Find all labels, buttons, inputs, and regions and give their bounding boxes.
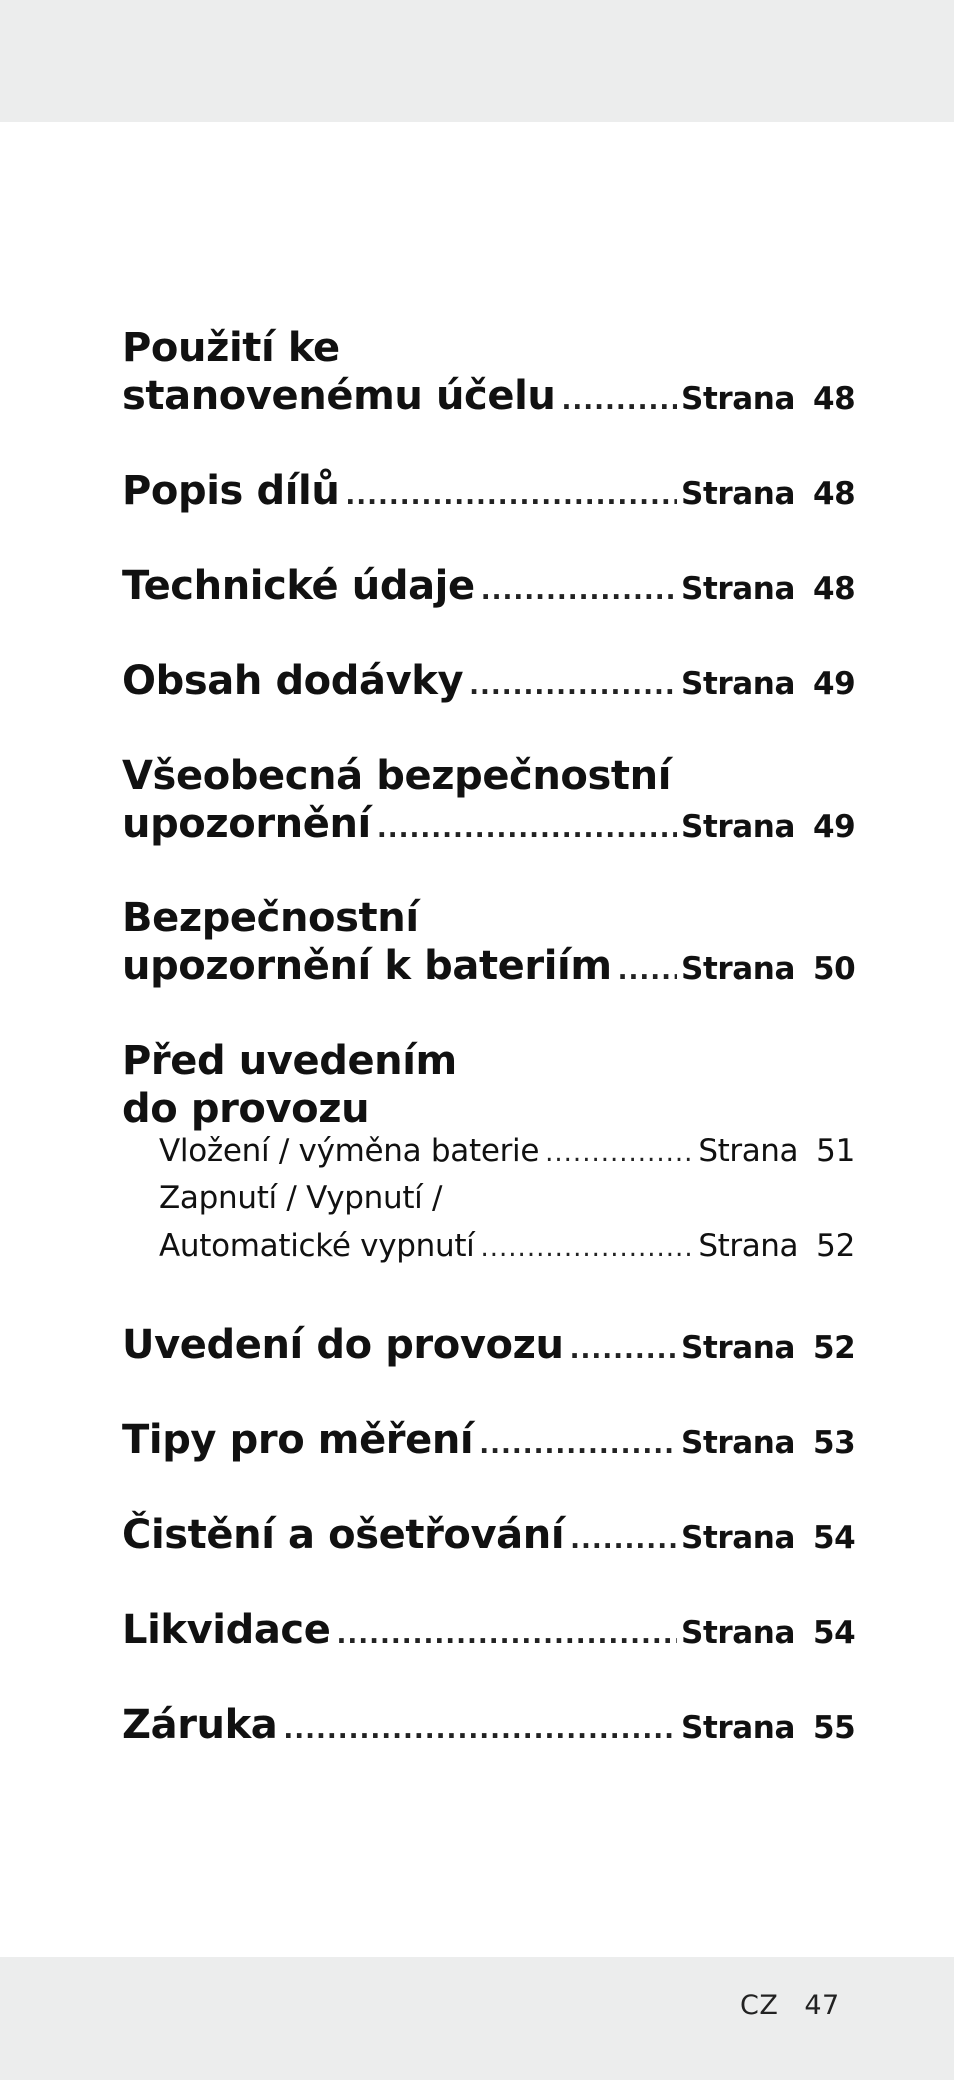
- page-label: Strana: [681, 1330, 795, 1366]
- page-label: Strana: [698, 1228, 799, 1264]
- page-number: 54: [813, 1615, 856, 1651]
- page-label: Strana: [681, 809, 795, 845]
- dot-leader: [481, 1233, 695, 1263]
- page-label: Strana: [681, 1710, 795, 1746]
- toc-subentry[interactable]: [122, 1180, 855, 1276]
- page-number: 48: [813, 476, 856, 512]
- toc-title: Likvidace: [122, 1607, 331, 1653]
- toc-subentry[interactable]: [122, 1133, 855, 1181]
- page-number: 51: [816, 1133, 855, 1169]
- toc-title: do provozu: [122, 1086, 370, 1132]
- dot-leader: [479, 1430, 677, 1460]
- toc-entry[interactable]: [122, 468, 855, 516]
- page-label: Strana: [681, 1520, 795, 1556]
- page-number: 53: [813, 1425, 856, 1461]
- toc-title: Tipy pro měření: [122, 1417, 474, 1463]
- toc-entry[interactable]: [122, 1702, 855, 1750]
- page-label: Strana: [681, 1425, 795, 1461]
- toc-subtitle: Automatické vypnutí: [159, 1228, 475, 1264]
- page-number: 54: [813, 1520, 856, 1556]
- page-label: Strana: [681, 1615, 795, 1651]
- toc-subtitle: Zapnutí / Vypnutí /: [159, 1180, 443, 1216]
- page-footer: [740, 1990, 840, 2021]
- dot-leader: [570, 1525, 677, 1555]
- page-label: Strana: [681, 381, 795, 417]
- dot-leader: [570, 1335, 677, 1365]
- toc-entry[interactable]: [122, 1038, 855, 1134]
- toc-title: Před uvedením: [122, 1038, 457, 1084]
- page-number: 52: [813, 1330, 856, 1366]
- toc-title: Použití ke: [122, 325, 340, 371]
- toc-entry[interactable]: [122, 753, 855, 849]
- page-label: Strana: [698, 1133, 799, 1169]
- dot-leader: [618, 956, 677, 986]
- toc-title: Všeobecná bezpečnostní: [122, 753, 672, 799]
- dot-leader: [377, 814, 677, 844]
- toc-title: Záruka: [122, 1702, 278, 1748]
- page-number: 48: [813, 571, 856, 607]
- toc-title: Obsah dodávky: [122, 658, 464, 704]
- dot-leader: [345, 481, 677, 511]
- page-label: Strana: [681, 951, 795, 987]
- toc-entry[interactable]: [122, 1607, 855, 1655]
- toc-subtitle: Vložení / výměna baterie: [159, 1133, 540, 1169]
- dot-leader: [545, 1138, 694, 1168]
- footer-page-number: 47: [804, 1990, 840, 2021]
- toc-entry[interactable]: [122, 1512, 855, 1560]
- toc-entry[interactable]: [122, 325, 855, 421]
- dot-leader: [561, 386, 677, 416]
- toc-title: upozornění k bateriím: [122, 943, 612, 989]
- page-number: 48: [813, 381, 856, 417]
- toc-title: Technické údaje: [122, 563, 475, 609]
- toc-title: Bezpečnostní: [122, 895, 419, 941]
- dot-leader: [481, 576, 677, 606]
- language-code: CZ: [740, 1990, 779, 2021]
- dot-leader: [469, 671, 677, 701]
- page-number: 50: [813, 951, 856, 987]
- toc-title: upozornění: [122, 801, 371, 847]
- page-number: 55: [813, 1710, 856, 1746]
- dot-leader: [336, 1620, 677, 1650]
- toc-entry[interactable]: [122, 1417, 855, 1465]
- page-label: Strana: [681, 476, 795, 512]
- toc-entry[interactable]: [122, 895, 855, 991]
- dot-leader: [283, 1715, 677, 1745]
- toc-title: Uvedení do provozu: [122, 1322, 564, 1368]
- toc-title: stanovenému účelu: [122, 373, 556, 419]
- toc-title: Čistění a ošetřování: [122, 1512, 565, 1558]
- page-number: 49: [813, 809, 856, 845]
- page-label: Strana: [681, 666, 795, 702]
- page-number: 49: [813, 666, 856, 702]
- page-label: Strana: [681, 571, 795, 607]
- toc-entry[interactable]: [122, 1322, 855, 1370]
- top-band: [0, 0, 954, 122]
- toc-title: Popis dílů: [122, 468, 340, 514]
- toc-entry[interactable]: [122, 658, 855, 706]
- page-number: 52: [816, 1228, 855, 1264]
- toc-entry[interactable]: [122, 563, 855, 611]
